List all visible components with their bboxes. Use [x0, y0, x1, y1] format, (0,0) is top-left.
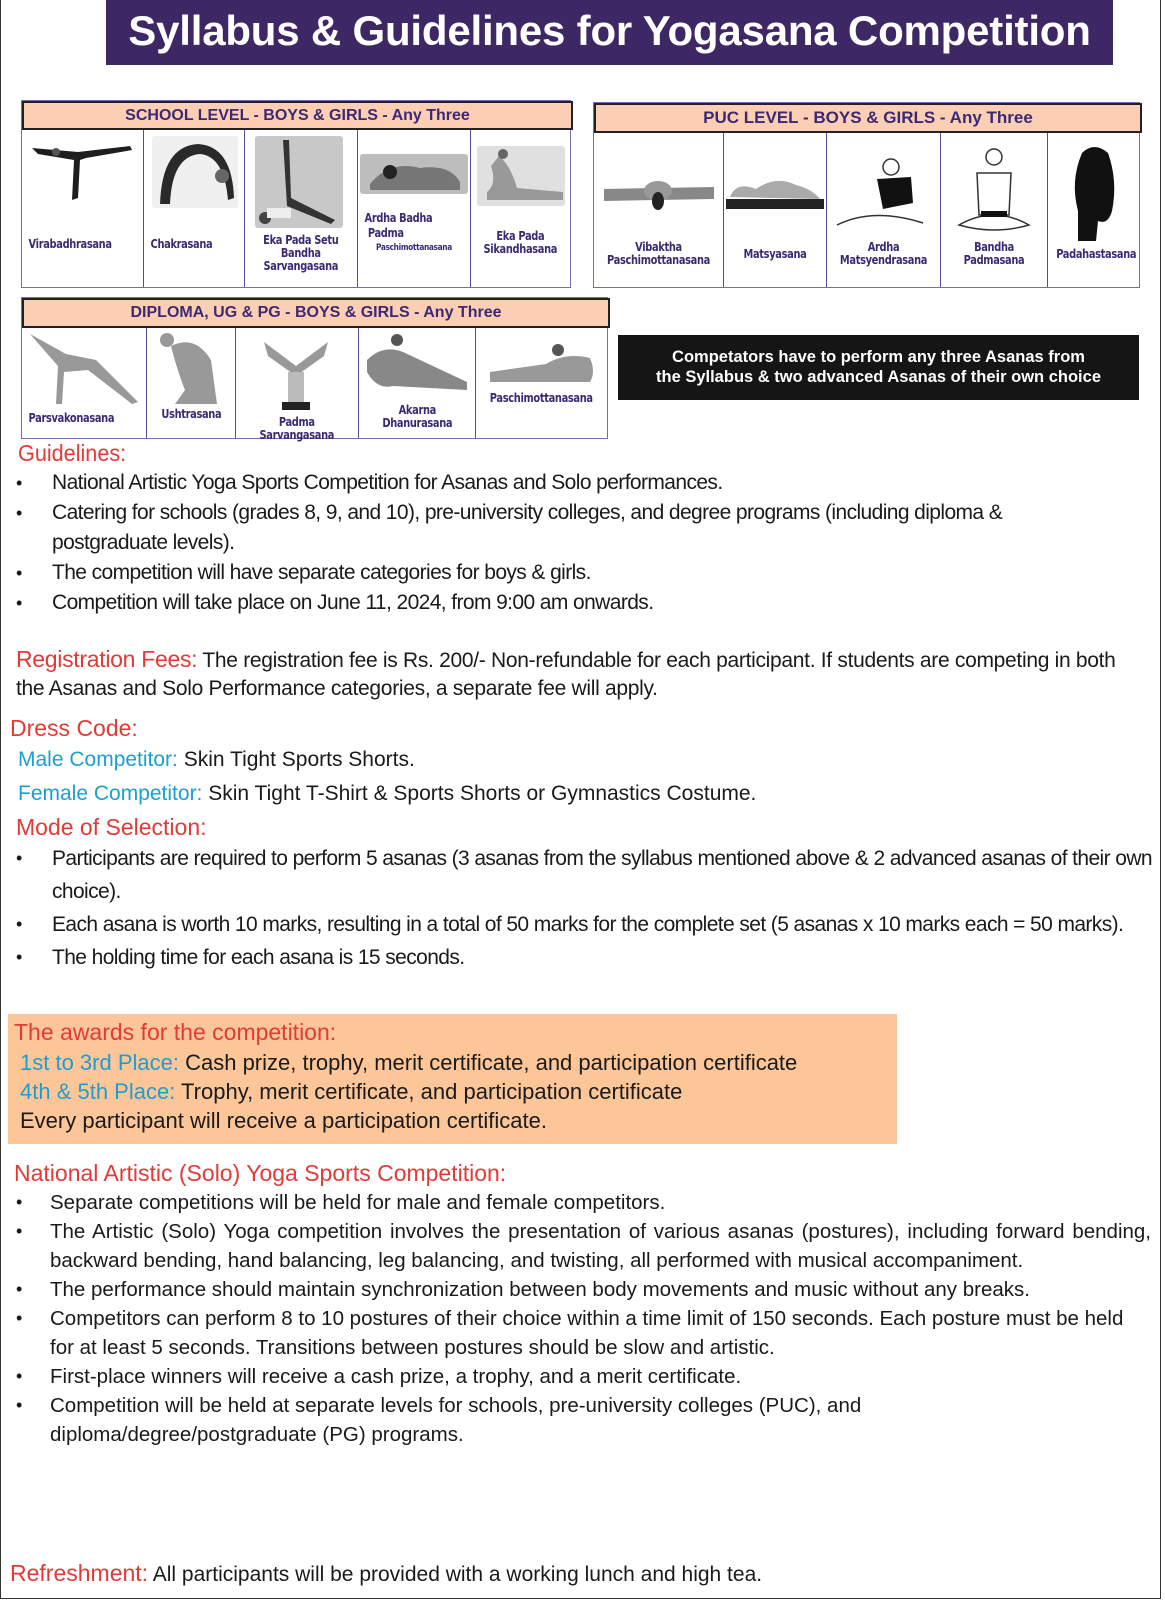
asana-name: Paschimottanasana — [375, 243, 452, 253]
selection-item: • Participants are required to perform 5 asanas (3 asanas from the syllabus mentioned above & 2 advanced asanas of their own choice). — [0, 842, 1155, 908]
selection-list — [0, 842, 1165, 974]
asana-cell — [359, 328, 477, 438]
puc-level-table — [593, 102, 1140, 288]
page-title: Syllabus & Guidelines for Yogasana Competition — [106, 0, 1113, 65]
seated-forward-bend-figure-icon — [486, 342, 598, 382]
solo-list — [0, 1188, 1165, 1449]
spinal-twist-figure-icon — [833, 157, 933, 233]
asana-name: Eka Pada Setu Bandha Sarvangasana — [263, 233, 339, 273]
asana-cell — [941, 133, 1048, 287]
puc-level-heading: PUC LEVEL - BOYS & GIRLS - Any Three — [594, 103, 1142, 133]
solo-item: • The performance should maintain synchronization between body movements and music without any breaks. — [0, 1275, 1151, 1304]
lotus-shoulder-stand-figure-icon — [260, 336, 332, 412]
registration-section — [0, 645, 1165, 703]
award-4th-5th-text: Trophy, merit certificate, and participation certificate — [175, 1079, 683, 1104]
solo-item: • Competitors can perform 8 to 10 postures of their choice within a time limit of 150 seconds. Each posture must be held for at least 5 seconds. Transitions between postures should be slow and artistic. — [0, 1304, 1151, 1362]
female-text: Skin Tight T-Shirt & Sports Shorts or Gymnastics Costume. — [202, 782, 757, 805]
asana-name: Eka Pada Sikandhasana — [483, 229, 558, 256]
asana-name: Virabadhrasana — [28, 237, 112, 251]
award-4th-5th-label: 4th & 5th Place: — [20, 1079, 176, 1104]
refreshment-section — [0, 1558, 1165, 1590]
asana-cell — [827, 133, 941, 287]
awards-box — [8, 1014, 897, 1144]
registration-label: Registration Fees: — [16, 646, 198, 672]
school-level-heading: SCHOOL LEVEL - BOYS & GIRLS - Any Three — [22, 101, 573, 130]
asana-name: Vibaktha Paschimottanasana — [607, 240, 710, 267]
solo-heading: National Artistic (Solo) Yoga Sports Competition: — [14, 1160, 507, 1186]
wide-leg-forward-bend-figure-icon — [602, 177, 716, 211]
solo-item: • Separate competitions will be held for male and female competitors. — [0, 1188, 1151, 1217]
male-text: Skin Tight Sports Shorts. — [177, 748, 415, 771]
refreshment-label: Refreshment: — [10, 1560, 149, 1586]
asana-name: Paschimottanasana — [490, 391, 594, 405]
school-level-table — [21, 100, 571, 288]
asana-name: Bandha Padmasana — [963, 240, 1025, 267]
guideline-item: • The competition will have separate categories for boys & girls. — [0, 558, 1165, 588]
solo-item: • The Artistic (Solo) Yoga competition involves the presentation of various asanas (postures), including forward bending, backward bending, hand balancing, leg balancing, and twisting, all performed with musical accompaniment. — [0, 1217, 1151, 1275]
asana-cell — [147, 328, 237, 438]
asana-name: Chakrasana — [150, 237, 212, 251]
asana-cell — [724, 133, 827, 287]
guidelines-heading: Guidelines: — [18, 440, 127, 466]
male-label: Male Competitor: — [18, 748, 178, 771]
award-1st-3rd — [14, 1048, 897, 1077]
awards-heading: The awards for the competition: — [14, 1019, 337, 1045]
refreshment-text: All participants will be provided with a working lunch and high tea. — [148, 1563, 763, 1586]
archer-pose-figure-icon — [363, 332, 473, 396]
asana-name: Akarna Dhanurasana — [382, 403, 453, 430]
asana-name: Matsyasana — [743, 247, 807, 261]
asana-cell — [144, 130, 246, 287]
fish-pose-figure-icon — [726, 175, 824, 209]
female-dress-code — [0, 777, 1165, 811]
solo-section — [0, 1159, 1165, 1449]
asana-name: Padma — [367, 226, 404, 240]
guidelines-section — [0, 438, 1165, 618]
asana-cell — [22, 328, 147, 438]
dress-code-section — [0, 713, 1165, 811]
diploma-ug-pg-level-table — [21, 297, 608, 442]
guideline-item: • Catering for schools (grades 8, 9, and 10), pre-university colleges, and degree programs (including diploma & postgraduate levels). — [0, 498, 1165, 558]
selection-item: • The holding time for each asana is 15 seconds. — [0, 941, 1155, 974]
asana-cell — [358, 130, 472, 287]
asana-cell — [594, 133, 724, 287]
diploma-level-heading: DIPLOMA, UG & PG - BOYS & GIRLS - Any Three — [22, 298, 610, 328]
asana-name: Padahastasana — [1056, 247, 1137, 261]
bound-lotus-figure-icon — [949, 145, 1039, 235]
asana-name: Ardha Badha — [364, 211, 433, 225]
syllabus-note-box — [618, 335, 1139, 400]
asana-name: Ardha Matsyendrasana — [839, 240, 928, 267]
award-1st-3rd-label: 1st to 3rd Place: — [20, 1050, 179, 1075]
asana-name: Parsvakonasana — [28, 411, 115, 425]
dress-code-heading: Dress Code: — [10, 715, 138, 741]
asana-cell — [22, 130, 144, 287]
asana-cell — [471, 130, 570, 287]
registration-text: The registration fee is Rs. 200/- Non-refundable for each participant. If students are competing in both the Asanas and Solo Performance categories, a separate fee will apply. — [16, 649, 1116, 700]
guidelines-list — [0, 468, 1165, 618]
asana-cell — [245, 130, 358, 287]
wheel-pose-figure-icon — [152, 136, 238, 208]
guideline-item: • National Artistic Yoga Sports Competition for Asanas and Solo performances. — [0, 468, 1165, 498]
standing-forward-bend-figure-icon — [1068, 141, 1120, 243]
asana-name: Ushtrasana — [160, 407, 221, 421]
leg-behind-head-figure-icon — [477, 146, 565, 206]
solo-item: • Competition will be held at separate levels for schools, pre-university colleges (PUC), and diploma/degree/postgraduate (PG) programs. — [0, 1391, 1151, 1449]
selection-section — [0, 812, 1165, 974]
selection-heading: Mode of Selection: — [16, 814, 207, 840]
asana-cell — [236, 328, 359, 442]
side-angle-figure-icon — [26, 330, 140, 408]
selection-item: • Each asana is worth 10 marks, resulting in a total of 50 marks for the complete set (5 asanas x 10 marks each = 50 marks). — [0, 908, 1155, 941]
camel-pose-figure-icon — [155, 330, 227, 406]
note-line-1: Competators have to perform any three Asanas from — [672, 348, 1085, 366]
asana-name: Padma Sarvangasana — [259, 415, 335, 442]
half-lotus-forward-bend-figure-icon — [360, 154, 468, 194]
male-dress-code — [0, 743, 1165, 777]
warrior-pose-figure-icon — [28, 138, 136, 203]
award-4th-5th — [14, 1077, 897, 1106]
asana-cell — [1048, 133, 1139, 287]
female-label: Female Competitor: — [18, 782, 203, 805]
bridge-leg-raise-figure-icon — [255, 136, 343, 228]
guideline-item: • Competition will take place on June 11, 2024, from 9:00 am onwards. — [0, 588, 1165, 618]
solo-item: • First-place winners will receive a cash prize, a trophy, and a merit certificate. — [0, 1362, 1151, 1391]
award-everyone: Every participant will receive a participation certificate. — [20, 1108, 548, 1133]
award-1st-3rd-text: Cash prize, trophy, merit certificate, and participation certificate — [178, 1050, 798, 1075]
note-line-2: the Syllabus & two advanced Asanas of their own choice — [656, 368, 1101, 386]
asana-cell — [476, 328, 607, 438]
